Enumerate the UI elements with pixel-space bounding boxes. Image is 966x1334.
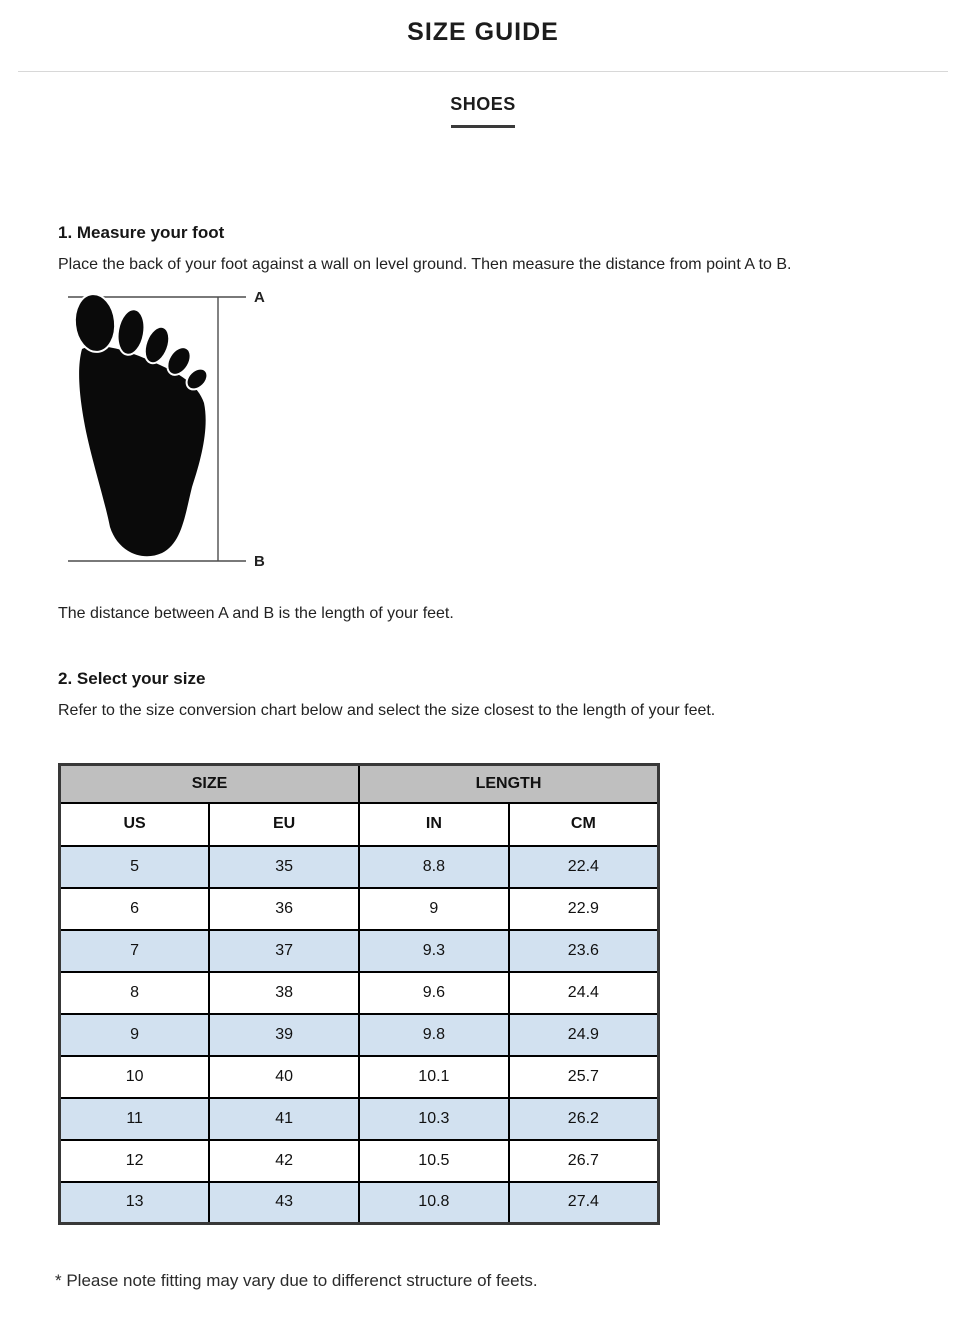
cell-in: 9.8 bbox=[359, 1014, 509, 1056]
cell-cm: 24.4 bbox=[509, 972, 659, 1014]
label-b: B bbox=[254, 553, 265, 570]
cell-us: 8 bbox=[60, 972, 210, 1014]
table-row bbox=[60, 1182, 659, 1224]
cell-cm: 27.4 bbox=[509, 1182, 659, 1224]
cell-cm: 26.7 bbox=[509, 1140, 659, 1182]
measure-foot-heading: 1. Measure your foot bbox=[58, 223, 225, 242]
cell-in: 10.5 bbox=[359, 1140, 509, 1182]
cell-cm: 22.9 bbox=[509, 888, 659, 930]
distance-caption: The distance between A and B is the length of your feet. bbox=[58, 605, 454, 622]
category-underline bbox=[451, 125, 515, 128]
page-title: SIZE GUIDE bbox=[407, 18, 559, 46]
foot-diagram-svg bbox=[58, 289, 348, 581]
table-group-header-row bbox=[60, 765, 659, 803]
table-row bbox=[60, 1098, 659, 1140]
footnote: * Please note fitting may vary due to differenct structure of feets. bbox=[55, 1271, 538, 1290]
category-block bbox=[0, 93, 966, 128]
select-size-instructions: Refer to the size conversion chart below and select the size closest to the length of your feet. bbox=[58, 702, 716, 719]
cell-us: 7 bbox=[60, 930, 210, 972]
table-row bbox=[60, 930, 659, 972]
table-row bbox=[60, 1140, 659, 1182]
cell-in: 10.1 bbox=[359, 1056, 509, 1098]
table-column-header-row bbox=[60, 803, 659, 846]
cell-us: 11 bbox=[60, 1098, 210, 1140]
cell-eu: 37 bbox=[209, 930, 359, 972]
cell-in: 9.3 bbox=[359, 930, 509, 972]
col-header-us: US bbox=[60, 803, 210, 846]
cell-cm: 26.2 bbox=[509, 1098, 659, 1140]
cell-us: 5 bbox=[60, 846, 210, 888]
cell-eu: 39 bbox=[209, 1014, 359, 1056]
label-a: A bbox=[254, 289, 265, 306]
header-divider bbox=[18, 71, 948, 72]
content bbox=[0, 222, 966, 1291]
group-header-length: LENGTH bbox=[359, 765, 659, 803]
cell-eu: 42 bbox=[209, 1140, 359, 1182]
cell-eu: 38 bbox=[209, 972, 359, 1014]
cell-cm: 23.6 bbox=[509, 930, 659, 972]
cell-us: 6 bbox=[60, 888, 210, 930]
table-row bbox=[60, 888, 659, 930]
cell-us: 10 bbox=[60, 1056, 210, 1098]
cell-cm: 22.4 bbox=[509, 846, 659, 888]
cell-cm: 25.7 bbox=[509, 1056, 659, 1098]
cell-in: 9.6 bbox=[359, 972, 509, 1014]
cell-eu: 43 bbox=[209, 1182, 359, 1224]
table-row bbox=[60, 1014, 659, 1056]
measure-foot-instructions: Place the back of your foot against a wall on level ground. Then measure the distance from point A to B. bbox=[58, 256, 792, 273]
cell-eu: 35 bbox=[209, 846, 359, 888]
foot-big-toe bbox=[72, 292, 118, 354]
cell-eu: 41 bbox=[209, 1098, 359, 1140]
foot-measure-diagram bbox=[58, 289, 908, 586]
table-row bbox=[60, 972, 659, 1014]
cell-us: 12 bbox=[60, 1140, 210, 1182]
select-size-heading: 2. Select your size bbox=[58, 669, 206, 688]
cell-in: 8.8 bbox=[359, 846, 509, 888]
col-header-eu: EU bbox=[209, 803, 359, 846]
cell-eu: 36 bbox=[209, 888, 359, 930]
group-header-size: SIZE bbox=[60, 765, 360, 803]
cell-us: 9 bbox=[60, 1014, 210, 1056]
cell-eu: 40 bbox=[209, 1056, 359, 1098]
table-row bbox=[60, 846, 659, 888]
cell-in: 10.3 bbox=[359, 1098, 509, 1140]
size-conversion-table bbox=[58, 763, 660, 1225]
cell-us: 13 bbox=[60, 1182, 210, 1224]
col-header-cm: CM bbox=[509, 803, 659, 846]
category-title: SHOES bbox=[450, 94, 516, 114]
cell-cm: 24.9 bbox=[509, 1014, 659, 1056]
cell-in: 10.8 bbox=[359, 1182, 509, 1224]
col-header-in: IN bbox=[359, 803, 509, 846]
foot-toe-2 bbox=[114, 307, 148, 357]
cell-in: 9 bbox=[359, 888, 509, 930]
table-row bbox=[60, 1056, 659, 1098]
